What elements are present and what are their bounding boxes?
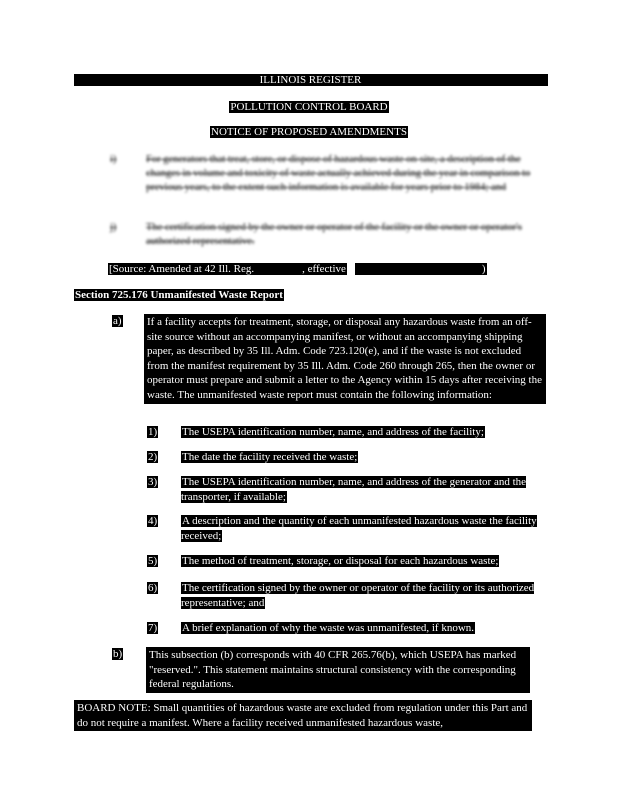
faded-item-text: For generators that treat, store, or dispose of hazardous waste on-site, a description of the changes in volume and toxicity of waste actually achieved during the year in comparison to previous years, to the extent such information is available for years prior to 1984; and (146, 154, 531, 193)
faded-item-label: j) (110, 222, 117, 233)
list-item-text: The date the facility received the waste; (182, 451, 358, 463)
list-item-label: 2) (148, 451, 158, 463)
list-item-label: 6) (148, 582, 158, 594)
para-b-text: This subsection (b) corresponds with 40 CFR 265.76(b), which USEPA has marked "reserved.". This statement maintains structural consistency with the corresponding federal regulations. (146, 647, 530, 693)
list-item-text: A description and the quantity of each unmanifested hazardous waste the facility received; (181, 515, 537, 542)
redaction-box (255, 263, 301, 275)
list-item-text: The USEPA identification number, name, and address of the facility; (182, 426, 484, 438)
redaction-box (355, 263, 481, 275)
board-note: BOARD NOTE: Small quantities of hazardous waste are excluded from regulation under this Part and do not require a manifest. Where a facility received unmanifested hazardous waste, (74, 700, 532, 731)
para-a-label: a) (113, 315, 122, 327)
section-heading: Section 725.176 Unmanifested Waste Report (75, 289, 283, 301)
list-item-label: 7) (148, 622, 158, 634)
list-item-label: 4) (148, 515, 158, 527)
list-item-text: A brief explanation of why the waste was unmanifested, if known. (182, 622, 475, 634)
faded-item-label: i) (110, 154, 117, 165)
list-item-label: 5) (148, 555, 158, 567)
register-title: ILLINOIS REGISTER (0, 74, 618, 86)
list-item-text: The certification signed by the owner or operator of the facility or its authorized representative; and (181, 582, 535, 609)
source-note: [Source: Amended at 42 Ill. Reg. , effective ) (109, 263, 486, 275)
notice-title: NOTICE OF PROPOSED AMENDMENTS (211, 126, 407, 138)
list-item-label: 1) (148, 426, 158, 438)
list-item-text: The USEPA identification number, name, and address of the generator and the transporter, if available; (181, 476, 527, 503)
faded-item-text: The certification signed by the owner or operator of the facility or the owner or operator's authorized representative. (146, 222, 522, 247)
board-title: POLLUTION CONTROL BOARD (230, 101, 388, 113)
list-item-label: 3) (148, 476, 158, 488)
para-b-label: b) (113, 648, 123, 660)
para-a-text: If a facility accepts for treatment, storage, or disposal any hazardous waste from an off-site source without an accompanying manifest, or without an accompanying shipping paper, as described by 35 Ill. Adm. Code 723.120(e), and if the waste is not excluded from the manifest requirement by 35 Ill. Adm. Code 260 through 265, then the owner or operator must prepare and submit a letter to the Agency within 15 days after receiving the waste. The unmanifested waste report must contain the following information: (144, 314, 546, 404)
list-item-text: The method of treatment, storage, or disposal for each hazardous waste; (182, 555, 499, 567)
